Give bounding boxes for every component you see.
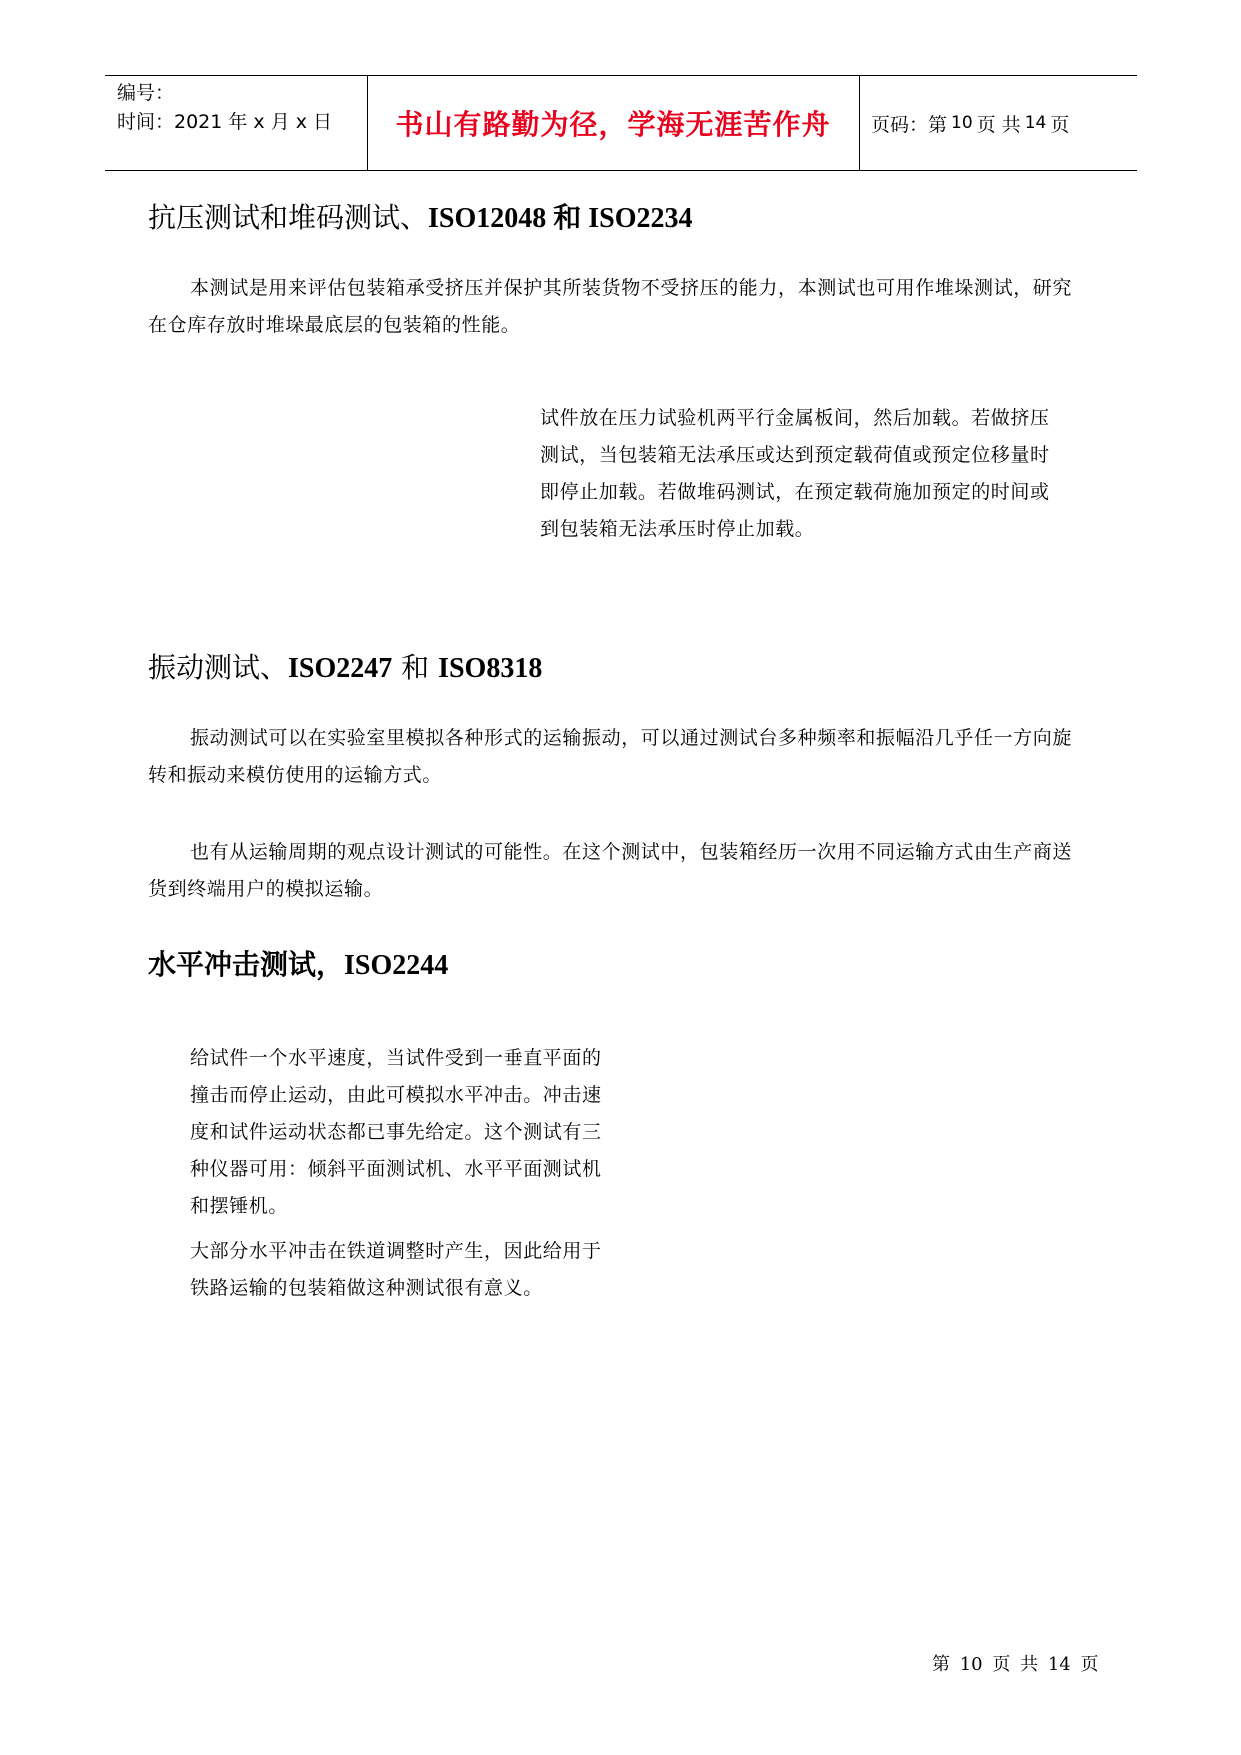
paragraph-vibration-intro: 振动测试可以在实验室里模拟各种形式的运输振动，可以通过测试台多种频率和振幅沿几乎任一方向旋转和振动来模仿使用的运输方式。	[148, 727, 1073, 786]
heading-connector: 和	[546, 203, 589, 234]
header-motto: 书山有路勤为径，学海无涯苦作舟	[395, 108, 831, 141]
text-box-horizontal-impact-note: 大部分水平冲击在铁道调整时产生，因此给用于铁路运输的包装箱做这种测试很有意义。	[190, 1240, 602, 1299]
section-heading-horizontal-impact	[148, 943, 448, 983]
heading-text: 抗压测试和堆码测试、	[148, 201, 429, 234]
heading-standard: ISO2234	[588, 203, 693, 234]
footer-page-current: 10	[959, 1654, 983, 1675]
heading-standard: ISO8318	[438, 653, 543, 684]
heading-text: 振动测试、	[148, 651, 289, 684]
header-page-info	[871, 76, 1069, 170]
heading-text: 水平冲击测试，	[148, 948, 345, 981]
document-number-label: 编号：	[117, 82, 175, 104]
page-label-mid: 页 共	[976, 113, 1021, 136]
header-divider-left	[367, 76, 368, 170]
text-box-compression-method: 试件放在压力试验机两平行金属板间，然后加载。若做挤压测试，当包装箱无法承压或达到预定载荷值或预定位移量时即停止加载。若做堆码测试，在预定载荷施加预定的时间或到包装箱无法承压时停止加载。	[540, 407, 1050, 540]
page-header	[105, 75, 1137, 171]
page-total: 14	[1024, 113, 1047, 133]
section-heading-compression	[148, 196, 693, 236]
page-current: 10	[951, 113, 973, 133]
page-label-prefix: 页码：第	[871, 113, 948, 136]
paragraph-vibration-cycle: 也有从运输周期的观点设计测试的可能性。在这个测试中，包装箱经历一次用不同运输方式由生产商送货到终端用户的模拟运输。	[148, 841, 1073, 900]
header-meta	[117, 79, 332, 137]
page-footer	[932, 1650, 1098, 1676]
heading-connector: 和	[392, 651, 439, 684]
text-box-horizontal-impact-method: 给试件一个水平速度，当试件受到一垂直平面的撞击而停止运动，由此可模拟水平冲击。冲击速度和试件运动状态都已事先给定。这个测试有三种仪器可用：倾斜平面测试机、水平平面测试机和摆锤机。	[190, 1047, 602, 1217]
footer-mid: 页 共	[992, 1654, 1039, 1675]
heading-standard: ISO2247	[288, 653, 393, 684]
footer-suffix: 页	[1080, 1654, 1099, 1675]
section-heading-vibration	[148, 646, 542, 686]
heading-standard: ISO2244	[344, 950, 449, 981]
document-time-label: 时间：2021 年 x 月 x 日	[117, 111, 333, 133]
header-divider-right	[859, 76, 860, 170]
heading-standard: ISO12048	[428, 203, 547, 234]
paragraph-compression-intro: 本测试是用来评估包装箱承受挤压并保护其所装货物不受挤压的能力，本测试也可用作堆垛测试，研究在仓库存放时堆垛最底层的包装箱的性能。	[148, 277, 1073, 336]
footer-page-total: 14	[1047, 1654, 1071, 1675]
page-label-suffix: 页	[1050, 113, 1070, 136]
footer-prefix: 第	[932, 1654, 950, 1675]
